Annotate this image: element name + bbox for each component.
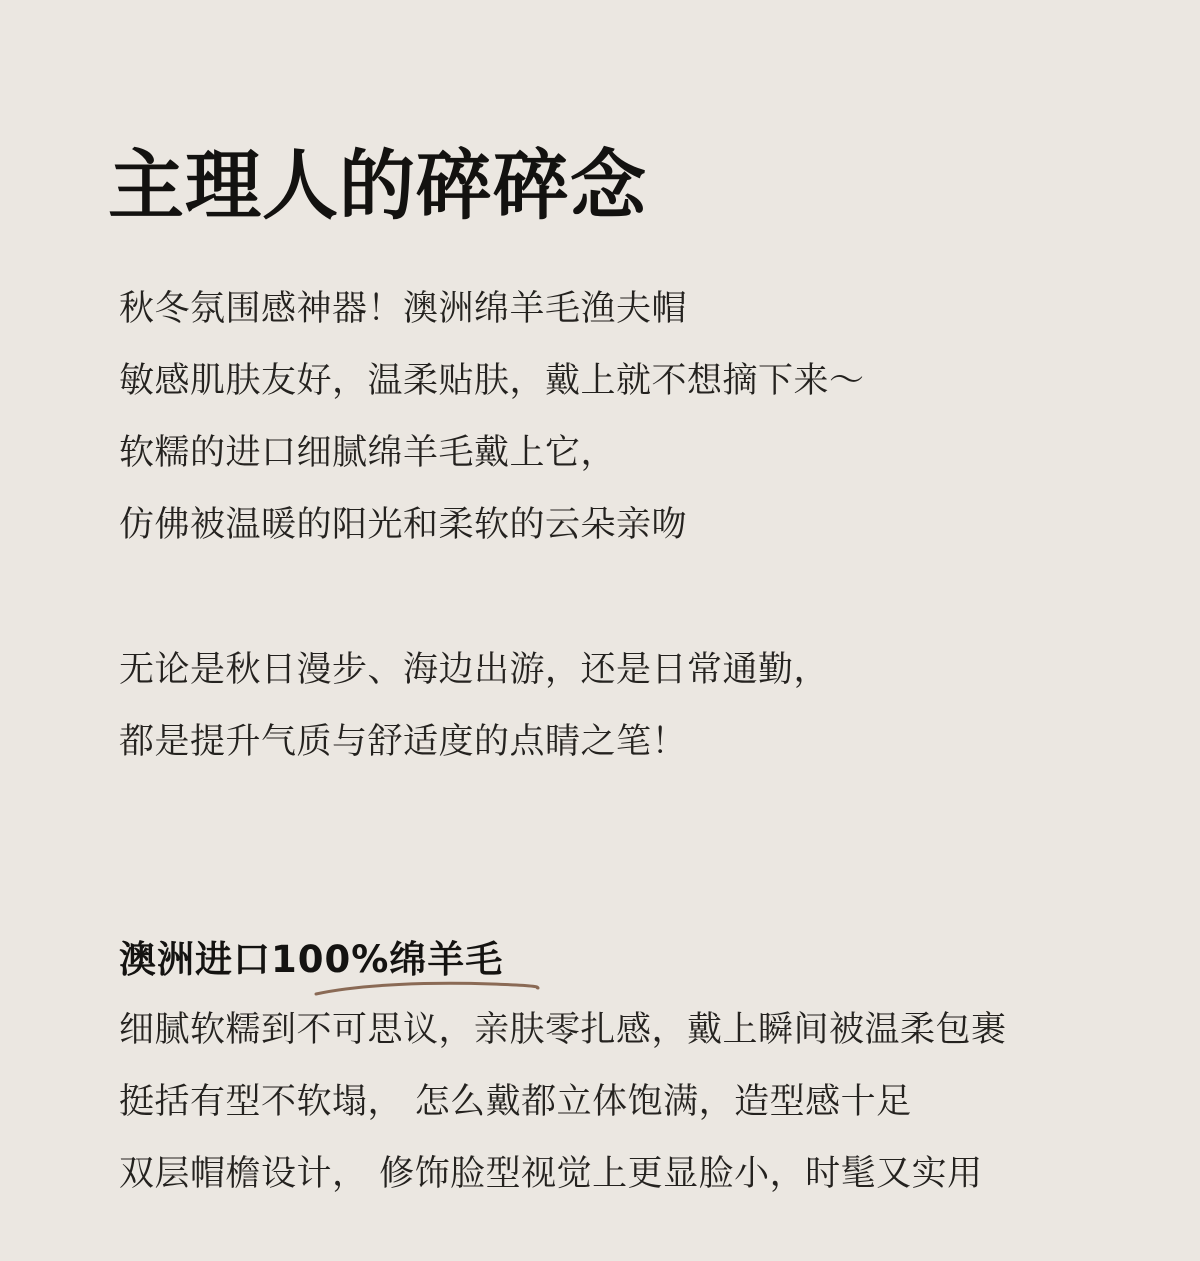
- intro-line: 仿佛被温暖的阳光和柔软的云朵亲吻: [119, 505, 688, 545]
- usage-paragraph: [119, 634, 829, 778]
- usage-line: 无论是秋日漫步、海边出游，还是日常通勤，: [119, 650, 830, 690]
- intro-line: 软糯的进口细腻绵羊毛戴上它，: [119, 433, 617, 473]
- intro-line: 敏感肌肤友好，温柔贴肤，戴上就不想摘下来～: [119, 361, 865, 401]
- page-title: 主理人的碎碎念: [108, 141, 647, 230]
- intro-paragraph: [119, 273, 865, 561]
- usage-line: 都是提升气质与舒适度的点睛之笔！: [119, 722, 688, 762]
- intro-line: 秋冬氛围感神器！澳洲绵羊毛渔夫帽: [119, 289, 688, 329]
- section-heading: 澳洲进口100%绵羊毛: [119, 938, 504, 981]
- features-paragraph: [119, 994, 1007, 1210]
- feature-line: 细腻软糯到不可思议，亲肤零扎感，戴上瞬间被温柔包裹: [119, 1010, 1007, 1050]
- feature-line: 双层帽檐设计， 修饰脸型视觉上更显脸小，时髦又实用: [119, 1154, 983, 1194]
- feature-line: 挺括有型不软塌， 怎么戴都立体饱满，造型感十足: [119, 1082, 912, 1122]
